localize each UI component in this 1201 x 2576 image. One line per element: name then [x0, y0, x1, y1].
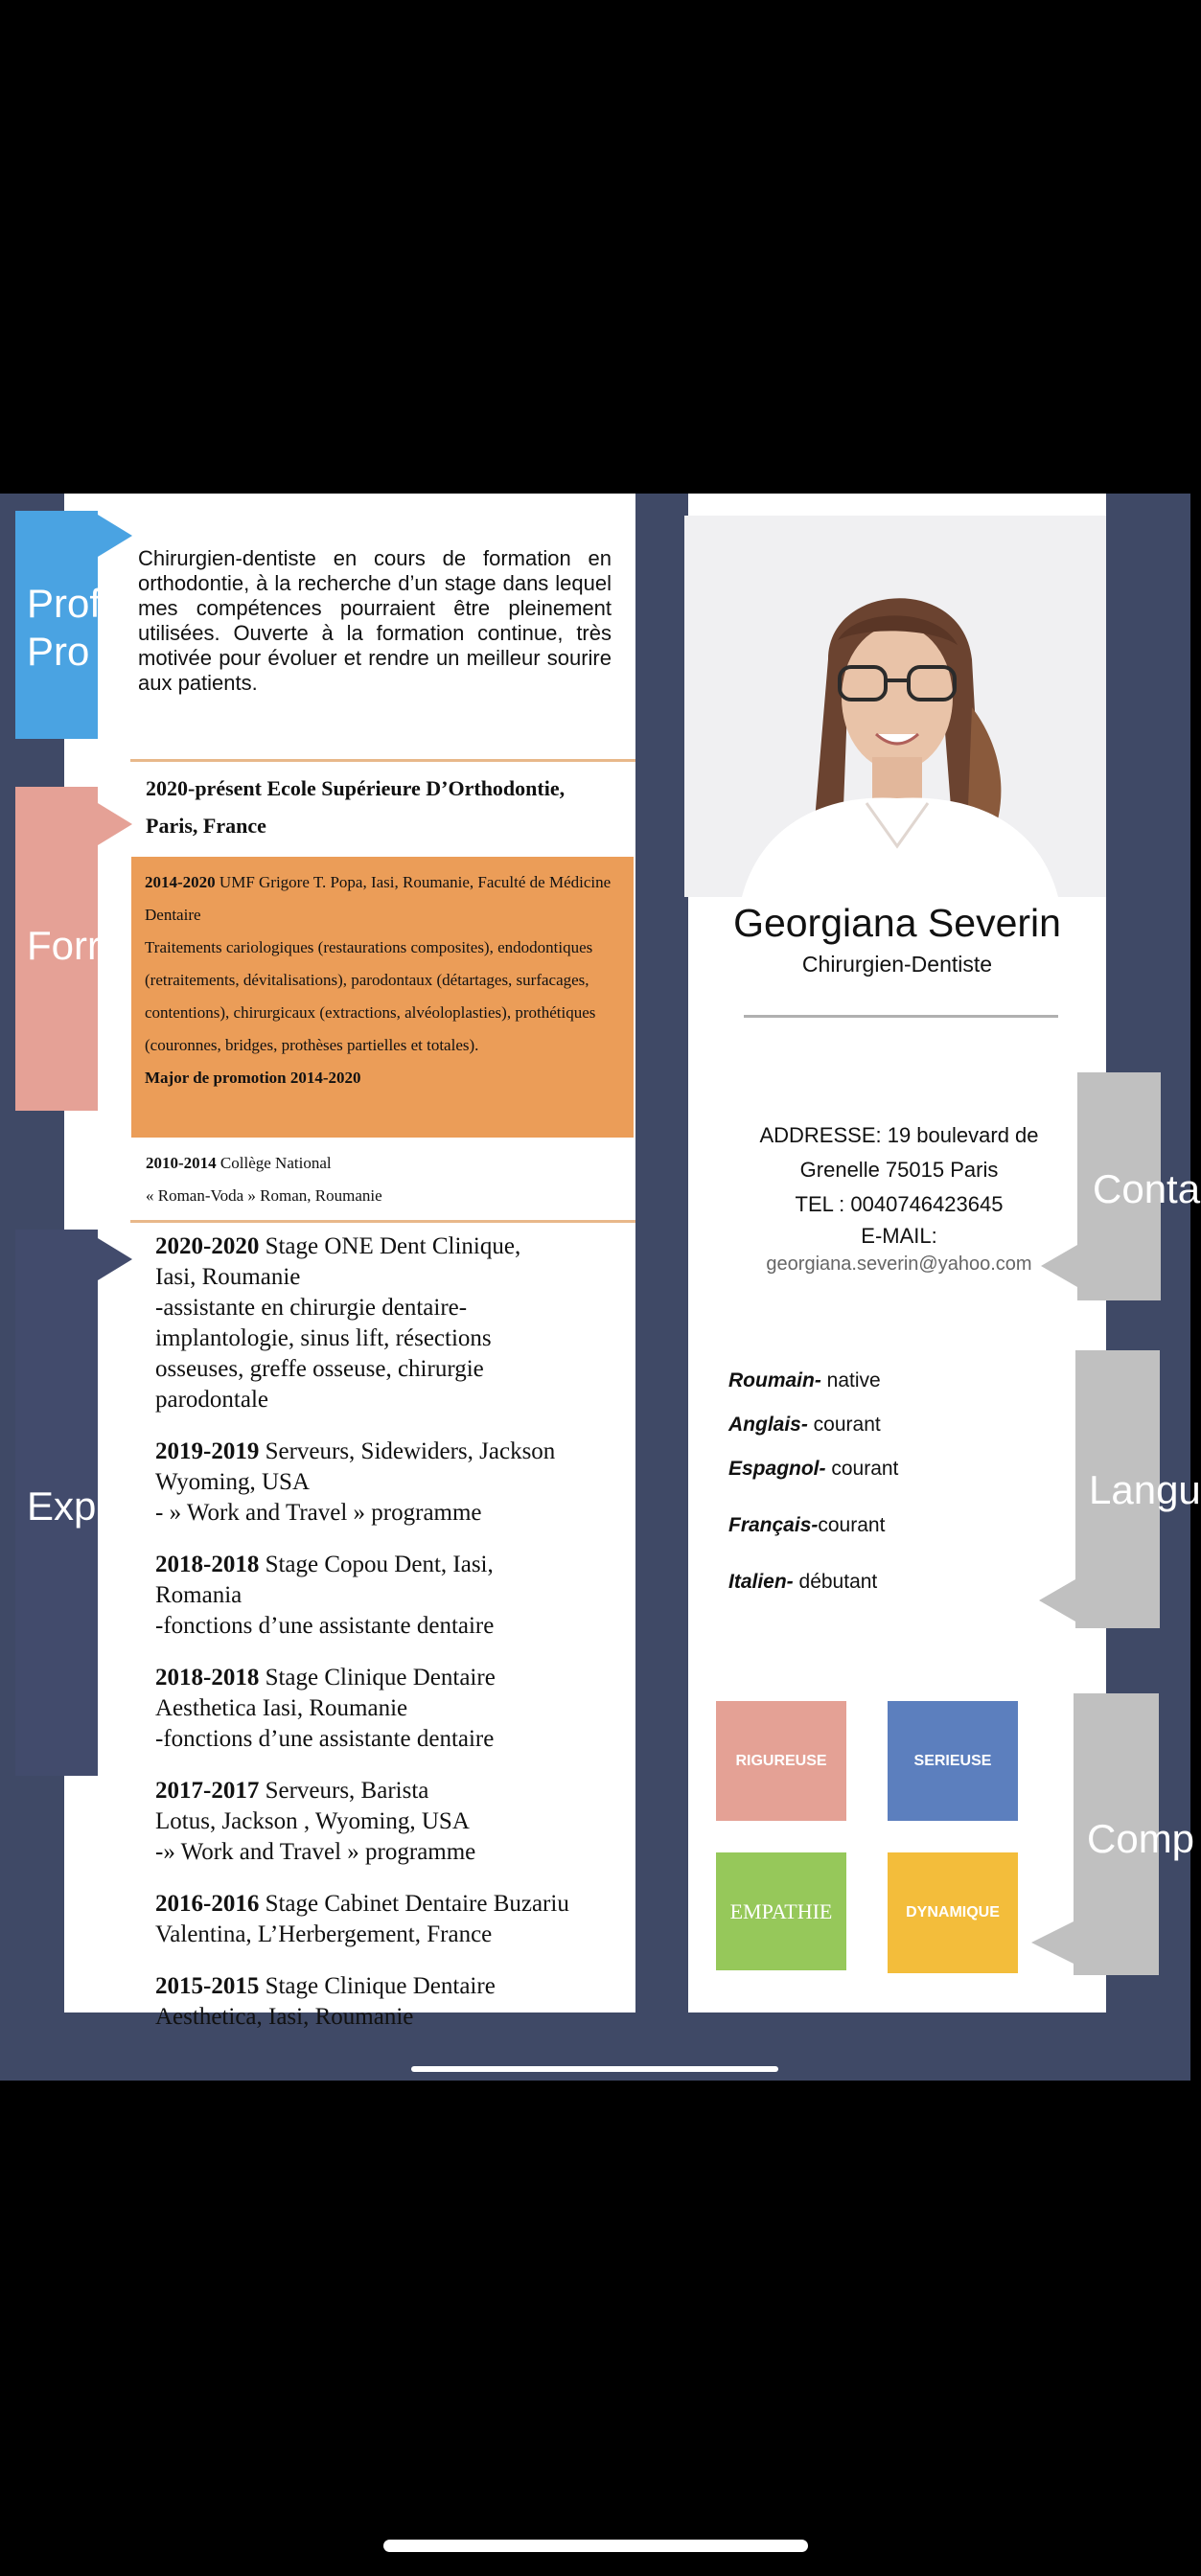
education-current: 2020-présent Ecole Supérieure D’Orthodontie, Paris, France — [146, 776, 566, 838]
tab-formation-label: Forr — [27, 923, 101, 968]
language-item — [728, 1369, 881, 1392]
education-college-line2: « Roman-Voda » Roman, Roumanie — [146, 1186, 382, 1205]
divider-2 — [130, 1220, 635, 1223]
skill-rigueuse: RIGUREUSE — [716, 1701, 846, 1821]
person-title: Chirurgien-Dentiste — [801, 952, 993, 977]
language-level: courant — [818, 1514, 886, 1536]
experience-item — [155, 1971, 625, 2033]
language-level: native — [820, 1369, 881, 1392]
experience-text: Stage Clinique Dentaire Aesthetica, Iasi, Roumanie — [155, 1973, 496, 2030]
experience-item — [155, 1776, 625, 1868]
skill-empathie: EMPATHIE — [716, 1852, 846, 1970]
education-umf-box — [131, 857, 634, 1138]
language-name: Roumain- — [728, 1369, 821, 1392]
language-level: débutant — [793, 1571, 878, 1593]
education-college — [146, 1147, 625, 1212]
tab-experience-label: Expe — [27, 1484, 119, 1529]
experience-list — [155, 1231, 625, 2054]
contact-address: ADDRESSE: 19 boulevard de Grenelle 75015 Paris — [759, 1123, 1039, 1182]
education-umf-years: 2014-2020 — [145, 873, 216, 891]
experience-years: 2015-2015 — [155, 1973, 260, 1999]
experience-text: Stage Copou Dent, Iasi, Romania -fonctions d’une assistante dentaire — [155, 1552, 495, 1639]
skill-serieuse: SERIEUSE — [888, 1701, 1018, 1821]
experience-text: Stage Clinique Dentaire Aesthetica Iasi, Roumanie -fonctions d’une assistante dentaire — [155, 1665, 496, 1752]
education-umf-school: UMF Grigore T. Popa, Iasi, Roumanie, Faculté de Médicine Dentaire — [145, 873, 612, 924]
tab-languages — [1075, 1350, 1201, 1628]
experience-years: 2019-2019 — [155, 1438, 260, 1464]
languages-pointer — [1039, 1579, 1075, 1622]
language-name: Italien- — [728, 1571, 794, 1593]
formation-pointer — [98, 803, 132, 845]
language-item — [728, 1514, 885, 1537]
skill-dynamique: DYNAMIQUE — [888, 1852, 1018, 1973]
experience-years: 2017-2017 — [155, 1778, 260, 1804]
competences-pointer — [1031, 1921, 1074, 1964]
experience-item — [155, 1550, 625, 1642]
experience-years: 2018-2018 — [155, 1665, 260, 1690]
contact-block — [736, 1118, 1062, 1277]
education-umf-award: Major de promotion 2014-2020 — [145, 1069, 361, 1087]
tab-profile-label: Prof Pro — [27, 581, 102, 674]
language-item — [728, 1571, 877, 1594]
experience-item — [155, 1437, 625, 1529]
divider-1 — [130, 759, 635, 762]
experience-text: Stage Cabinet Dentaire Buzariu Valentina, L’Herbergement, France — [155, 1891, 569, 1947]
experience-text: Serveurs, Sidewiders, Jackson Wyoming, USA - » Work and Travel » programme — [155, 1438, 556, 1526]
experience-item — [155, 1231, 625, 1415]
tab-contact — [1077, 1072, 1201, 1300]
profile-photo — [684, 516, 1106, 897]
language-name: Français- — [728, 1514, 819, 1536]
experience-pointer — [98, 1238, 132, 1280]
language-name: Espagnol- — [728, 1458, 826, 1480]
experience-item — [155, 1889, 625, 1950]
experience-years: 2020-2020 — [155, 1233, 260, 1259]
language-item — [728, 1414, 881, 1437]
contact-email-label: E-MAIL: — [861, 1224, 937, 1248]
document-home-indicator — [411, 2066, 778, 2072]
profile-pointer — [98, 515, 132, 557]
profile-text: Chirurgien-dentiste en cours de formation en orthodontie, à la recherche d’un stage dans lequel mes compétences pourraient être pleinement utilisées. Ouverte à la formation continue, très motivée pour évoluer et rendre un meilleur sourire aux patients. — [138, 546, 612, 695]
tab-languages-label: Langu — [1089, 1467, 1201, 1512]
language-level: courant — [825, 1458, 899, 1480]
tab-formation — [15, 787, 101, 1111]
tab-profile — [15, 511, 102, 739]
tab-experience — [15, 1230, 119, 1776]
experience-item — [155, 1663, 625, 1755]
experience-text: Serveurs, Barista Lotus, Jackson , Wyoming, USA -» Work and Travel » programme — [155, 1778, 476, 1865]
person-name: Georgiana Severin — [733, 901, 1061, 945]
cv-document — [0, 494, 1201, 2081]
tab-competences-label: Comp — [1087, 1816, 1195, 1861]
experience-years: 2016-2016 — [155, 1891, 260, 1917]
name-divider — [744, 1015, 1058, 1018]
home-indicator[interactable] — [383, 2540, 808, 2552]
education-college-name: Collège National — [219, 1154, 332, 1172]
language-level: courant — [807, 1414, 881, 1436]
portrait-image — [684, 516, 1106, 897]
language-name: Anglais- — [728, 1414, 808, 1436]
tab-contact-label: Conta — [1093, 1166, 1201, 1211]
language-item — [728, 1458, 898, 1481]
tab-competences — [1074, 1693, 1195, 1975]
contact-email: georgiana.severin@yahoo.com — [766, 1254, 1032, 1275]
education-umf-details: Traitements cariologiques (restaurations composites), endodontiques (retraitements, dévitalisations), parodontaux (détartages, surfacages, contentions), chirurgicaux (extractions, alvéoloplasties), prothétiques (couronnes, bridges, prothèses partielles et totales). — [145, 938, 596, 1054]
experience-text: Stage ONE Dent Clinique, Iasi, Roumanie -assistante en chirurgie dentaire- implantologie, sinus lift, résections osseuses, greffe osseuse, chirurgie parodontale — [155, 1233, 521, 1413]
experience-years: 2018-2018 — [155, 1552, 260, 1577]
contact-tel: TEL : 0040746423645 — [795, 1192, 1004, 1216]
education-college-years: 2010-2014 — [146, 1154, 217, 1172]
